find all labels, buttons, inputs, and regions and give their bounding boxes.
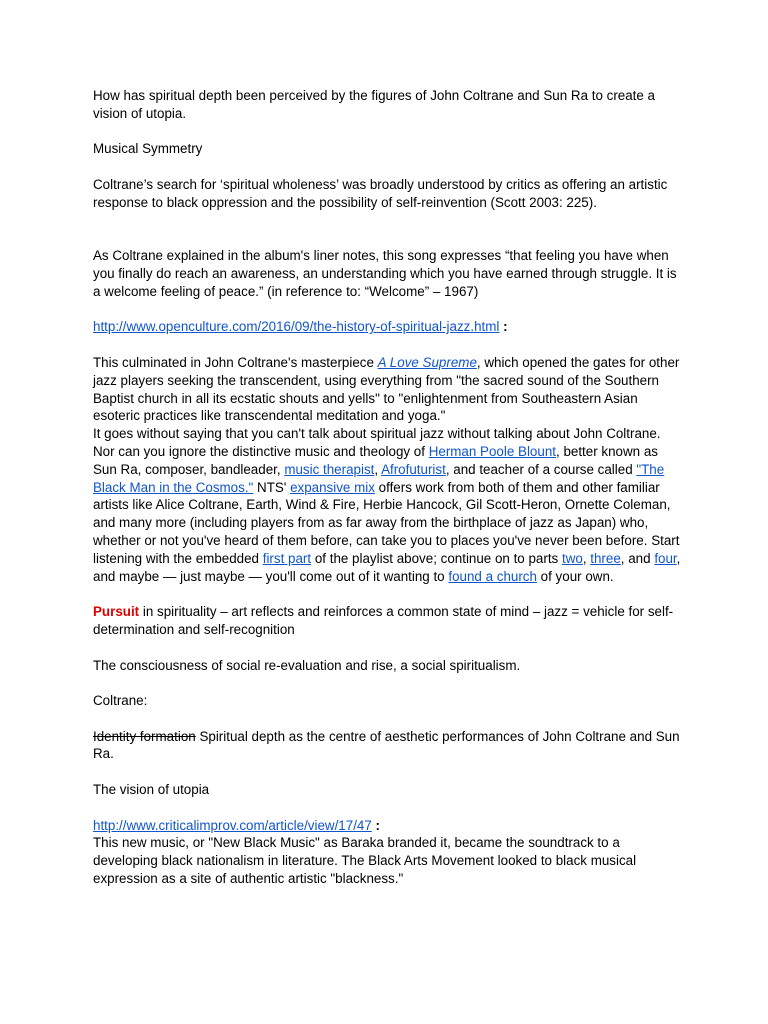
text-segment: , which opened the gates for other jazz players seeking the transcendent, using everything from "the sacred sound of the Southern Baptist church in all its ecstatic shouts and yells" to "enlightenment from Southeastern Asian esoteric practices like transcendental meditation and yoga." (93, 354, 680, 424)
text-segment: This culminated in John Coltrane's masterpiece (93, 354, 378, 370)
link-music-therapist[interactable]: music therapist (284, 461, 375, 477)
link-black-man-in-the-cosmos[interactable]: "The Black Man in the Cosmos." (93, 461, 665, 495)
text-segment: , and maybe — just maybe — you'll come out of it wanting to (93, 550, 681, 584)
text-segment: , better known as Sun Ra, composer, bandleader, (93, 443, 658, 477)
research-question: How has spiritual depth been perceived by the figures of John Coltrane and Sun Ra to create a vision of utopia. (93, 88, 656, 121)
paragraph-identity (93, 728, 685, 764)
text-segment: , (374, 461, 382, 477)
link-a-love-supreme[interactable]: A Love Supreme (377, 354, 477, 370)
text-segment: NTS' (253, 479, 291, 495)
paragraph-goes-without-saying (93, 425, 685, 585)
paragraph-coltrane-search: Coltrane’s search for ‘spiritual wholeness’ was broadly understood by critics as offering an artistic response to black oppression and the possibility of self-reinvention (Scott 2003: 225). (93, 176, 668, 210)
text-segment: , and teacher of a course called (445, 461, 637, 477)
link-herman-poole-blount[interactable]: Herman Poole Blount (428, 443, 556, 459)
text-segment: offers work from both of them and other familiar artists like Alice Coltrane, Earth, Wind & Fire, Herbie Hancock, Gil Scott-Heron, Ornette Coleman, and many more (including players from as far away from the birthplace of jazz as Japan) who, whether or not you've heard of them before, can take you to places you've never been before. Start listening with the embedded (93, 479, 680, 566)
struck-text: Identity formation (93, 728, 196, 744)
heading-vision-of-utopia: The vision of utopia (93, 782, 210, 798)
text-segment: of the playlist above; continue on to parts (311, 550, 562, 566)
source-line-criticalimprov (93, 817, 685, 835)
link-two[interactable]: two (561, 550, 583, 566)
source-line-openculture (93, 318, 685, 336)
heading-musical-symmetry: Musical Symmetry (93, 141, 203, 157)
link-found-a-church[interactable]: found a church (448, 568, 537, 584)
text-segment: in spirituality – art reflects and reinforces a common state of mind – jazz = vehicle for self-determination and self-recognition (93, 604, 674, 637)
link-expansive-mix[interactable]: expansive mix (290, 479, 375, 495)
pursuit-keyword: Pursuit (93, 604, 140, 620)
link-suffix: : (499, 319, 508, 335)
paragraph-pursuit (93, 603, 685, 639)
paragraph-liner-notes: As Coltrane explained in the album's liner notes, this song expresses “that feeling you have when you finally do reach an awareness, an understanding which you have earned through struggle. It is a welcome feeling of peace.” (in reference to: “Welcome” – 1967) (93, 248, 677, 299)
link-criticalimprov[interactable]: http://www.criticalimprov.com/article/view/17/47 (93, 817, 372, 833)
paragraph-culminated (93, 354, 685, 425)
link-suffix: : (371, 817, 380, 833)
document-page (93, 87, 685, 888)
text-segment: , and (620, 550, 655, 566)
link-openculture[interactable]: http://www.openculture.com/2016/09/the-history-of-spiritual-jazz.html (93, 319, 500, 335)
link-three[interactable]: three (590, 550, 621, 566)
text-segment: It goes without saying that you can't talk about spiritual jazz without talking about John Coltrane. Nor can you ignore the distinctive music and theology of (93, 426, 661, 459)
text-segment: , (582, 550, 591, 566)
text-segment: of your own. (536, 568, 614, 584)
paragraph-consciousness: The consciousness of social re-evaluation and rise, a social spiritualism. (93, 657, 521, 673)
paragraph-new-black-music: This new music, or "New Black Music" as Baraka branded it, became the soundtrack to a developing black nationalism in literature. The Black Arts Movement looked to black musical expression as a site of authentic artistic "blackness." (93, 835, 637, 887)
paragraph-quote-block (93, 354, 685, 585)
text-segment: Spiritual depth as the centre of aesthetic performances of John Coltrane and Sun Ra. (93, 728, 680, 762)
label-coltrane: Coltrane: (93, 693, 148, 709)
link-afrofuturist[interactable]: Afrofuturist (381, 461, 446, 477)
link-four[interactable]: four (654, 550, 677, 566)
link-first-part[interactable]: first part (262, 550, 312, 566)
